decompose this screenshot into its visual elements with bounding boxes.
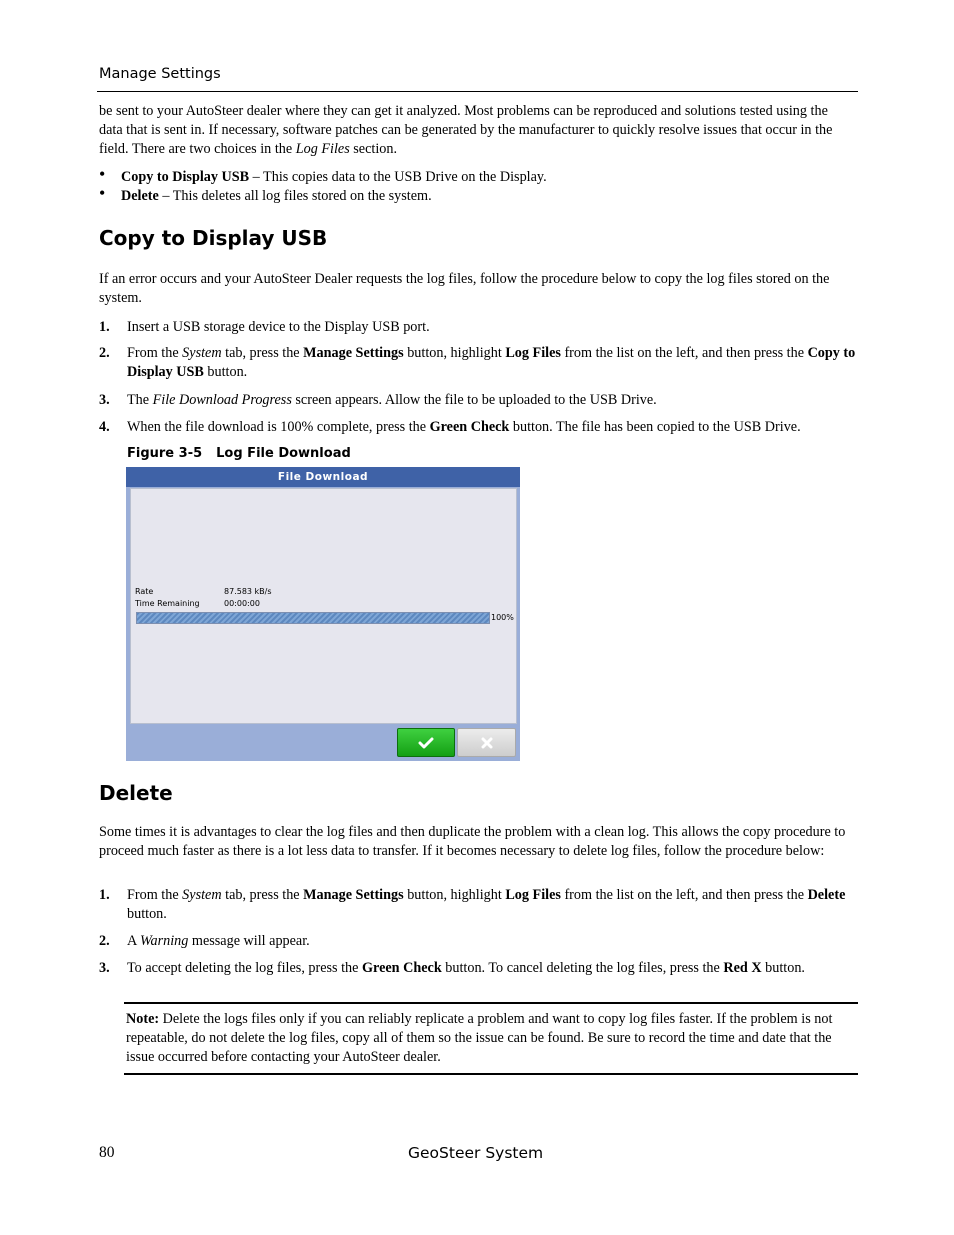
delete-intro: Some times it is advantages to clear the log files and then duplicate the problem with a clean log. This allows the copy procedure to proceed much faster as there is a lot less data to transfer. If it becomes necessary to delete log files, follow the procedure below: bbox=[99, 824, 846, 859]
dialog-title: File Download bbox=[126, 467, 520, 487]
bullet-desc: – This deletes all log files stored on the system. bbox=[158, 188, 432, 204]
rate-label: Rate bbox=[135, 587, 154, 596]
step-number: 1. bbox=[99, 319, 110, 335]
bullet-item bbox=[99, 183, 855, 206]
section-heading-delete: Delete bbox=[99, 781, 173, 805]
rate-value: 87.583 kB/s bbox=[224, 587, 272, 596]
delete-step-3 bbox=[99, 959, 855, 978]
page-number: 80 bbox=[99, 1144, 115, 1161]
step-text: To accept deleting the log files, press the Green Check button. To cancel deleting the log files, press the Red X button. bbox=[127, 960, 805, 976]
step-text: From the System tab, press the Manage Settings button, highlight Log Files from the list on the left, and then press the Copy to Display USB button. bbox=[127, 345, 856, 380]
note-bottom-rule bbox=[124, 1073, 858, 1075]
note-top-rule bbox=[124, 1002, 858, 1004]
copy-intro: If an error occurs and your AutoSteer Dealer requests the log files, follow the procedure below to copy the log files stored on the system. bbox=[99, 271, 830, 306]
copy-step-4 bbox=[99, 418, 855, 437]
copy-step-1 bbox=[99, 318, 855, 337]
bullet-term: Delete bbox=[121, 188, 159, 204]
note-label: Note: bbox=[126, 1011, 160, 1027]
section-heading-copy: Copy to Display USB bbox=[99, 226, 328, 250]
step-number: 2. bbox=[99, 933, 110, 949]
delete-step-1 bbox=[99, 886, 855, 924]
intro-text-end: section. bbox=[349, 141, 397, 157]
step-number: 3. bbox=[99, 392, 110, 408]
step-text: From the System tab, press the Manage Settings button, highlight Log Files from the list on the left, and then press the Delete button. bbox=[127, 887, 846, 922]
time-remaining-value: 00:00:00 bbox=[224, 599, 260, 608]
bullet-dot-icon: • bbox=[99, 164, 106, 184]
step-text: When the file download is 100% complete, press the Green Check button. The file has been copied to the USB Drive. bbox=[127, 419, 801, 435]
note-text: Delete the logs files only if you can reliably replicate a problem and want to copy log files faster. If the problem is not repeatable, do not delete the log files, copy all of them so the issue can be found. Be sure to record the time and date that the issue occurred before contacting your AutoSteer dealer. bbox=[126, 1011, 833, 1065]
red-x-button[interactable] bbox=[457, 728, 516, 757]
intro-paragraph bbox=[99, 102, 855, 159]
intro-text: be sent to your AutoSteer dealer where they can get it analyzed. Most problems can be reproduced and solutions tested using the data that is sent in. If necessary, software patches can be generated by the manufacturer to quickly resolve issues that occur in the field. There are two choices in the bbox=[99, 103, 833, 157]
note-box bbox=[126, 1010, 852, 1067]
step-number: 1. bbox=[99, 887, 110, 903]
copy-step-3 bbox=[99, 391, 855, 410]
figure-label: Figure 3-5 bbox=[127, 446, 203, 461]
intro-italic: Log Files bbox=[295, 141, 350, 157]
time-remaining-label: Time Remaining bbox=[135, 599, 200, 608]
download-progress-bar bbox=[136, 612, 490, 624]
dialog-panel bbox=[130, 488, 517, 724]
figure-caption bbox=[127, 446, 351, 461]
check-icon bbox=[418, 737, 434, 749]
green-check-button[interactable] bbox=[397, 728, 455, 757]
copy-step-2 bbox=[99, 344, 855, 382]
header-rule bbox=[97, 91, 858, 92]
step-number: 4. bbox=[99, 419, 110, 435]
step-text: A Warning message will appear. bbox=[127, 933, 310, 949]
bullet-desc: – This copies data to the USB Drive on the Display. bbox=[249, 169, 547, 185]
file-download-dialog bbox=[126, 467, 520, 761]
bullet-item bbox=[99, 164, 855, 187]
running-header: Manage Settings bbox=[99, 66, 221, 82]
delete-step-2 bbox=[99, 932, 855, 951]
step-text: Insert a USB storage device to the Display USB port. bbox=[127, 319, 430, 335]
step-text: The File Download Progress screen appears. Allow the file to be uploaded to the USB Drive. bbox=[127, 392, 657, 408]
bullet-term: Copy to Display USB bbox=[121, 169, 250, 185]
figure-title: Log File Download bbox=[216, 446, 351, 461]
step-number: 3. bbox=[99, 960, 110, 976]
footer-title: GeoSteer System bbox=[408, 1144, 544, 1162]
close-icon bbox=[481, 737, 493, 749]
step-number: 2. bbox=[99, 345, 110, 361]
bullet-dot-icon: • bbox=[99, 183, 106, 203]
progress-percent: 100% bbox=[491, 613, 514, 622]
